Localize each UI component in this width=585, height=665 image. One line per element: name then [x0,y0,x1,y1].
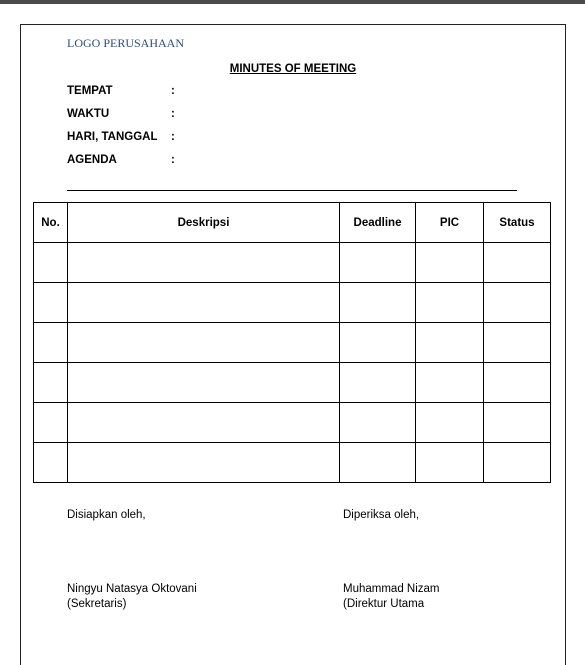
cell-status[interactable] [484,363,551,403]
document-page [20,24,566,665]
cell-no[interactable] [34,363,68,403]
cell-deskripsi[interactable] [68,243,340,283]
cell-status[interactable] [484,243,551,283]
field-label-hari-tanggal: HARI, TANGGAL [67,131,158,143]
column-header-deskripsi: Deskripsi [68,203,340,243]
field-separator: : [171,85,175,97]
document-title: MINUTES OF MEETING [229,63,357,75]
preparer-role: (Sekretaris) [67,598,127,610]
cell-no[interactable] [34,323,68,363]
cell-pic[interactable] [416,443,484,483]
table-row [34,283,551,323]
minutes-table [33,202,551,483]
field-label-waktu: WAKTU [67,108,110,120]
viewer-top-bar [0,0,585,4]
column-header-no: No. [34,203,68,243]
cell-deadline[interactable] [340,443,416,483]
field-label-agenda: AGENDA [67,154,117,166]
cell-status[interactable] [484,403,551,443]
column-header-deadline: Deadline [340,203,416,243]
company-logo-text: LOGO PERUSAHAAN [67,36,185,50]
cell-no[interactable] [34,403,68,443]
table-header-row [34,203,551,243]
cell-pic[interactable] [416,283,484,323]
field-label-tempat: TEMPAT [67,85,113,97]
table-row [34,403,551,443]
preparer-name: Ningyu Natasya Oktovani [67,583,197,595]
cell-no[interactable] [34,443,68,483]
checked-by-caption: Diperiksa oleh, [343,509,420,521]
cell-deskripsi[interactable] [68,283,340,323]
cell-deskripsi[interactable] [68,403,340,443]
table-row [34,363,551,403]
cell-status[interactable] [484,283,551,323]
cell-pic[interactable] [416,323,484,363]
checker-role: (Direktur Utama [343,598,425,610]
field-separator: : [171,154,175,166]
table-row [34,443,551,483]
column-header-status: Status [484,203,551,243]
cell-no[interactable] [34,243,68,283]
cell-pic[interactable] [416,243,484,283]
table-row [34,323,551,363]
checker-name: Muhammad Nizam [343,583,440,595]
cell-deadline[interactable] [340,243,416,283]
column-header-pic: PIC [416,203,484,243]
cell-deadline[interactable] [340,363,416,403]
cell-status[interactable] [484,443,551,483]
prepared-by-caption: Disiapkan oleh, [67,509,146,521]
cell-deadline[interactable] [340,323,416,363]
cell-deskripsi[interactable] [68,363,340,403]
table-row [34,243,551,283]
cell-no[interactable] [34,283,68,323]
header-divider-line [67,190,517,191]
cell-deskripsi[interactable] [68,443,340,483]
cell-pic[interactable] [416,363,484,403]
cell-deskripsi[interactable] [68,323,340,363]
field-separator: : [171,131,175,143]
field-separator: : [171,108,175,120]
cell-status[interactable] [484,323,551,363]
cell-deadline[interactable] [340,403,416,443]
cell-pic[interactable] [416,403,484,443]
cell-deadline[interactable] [340,283,416,323]
